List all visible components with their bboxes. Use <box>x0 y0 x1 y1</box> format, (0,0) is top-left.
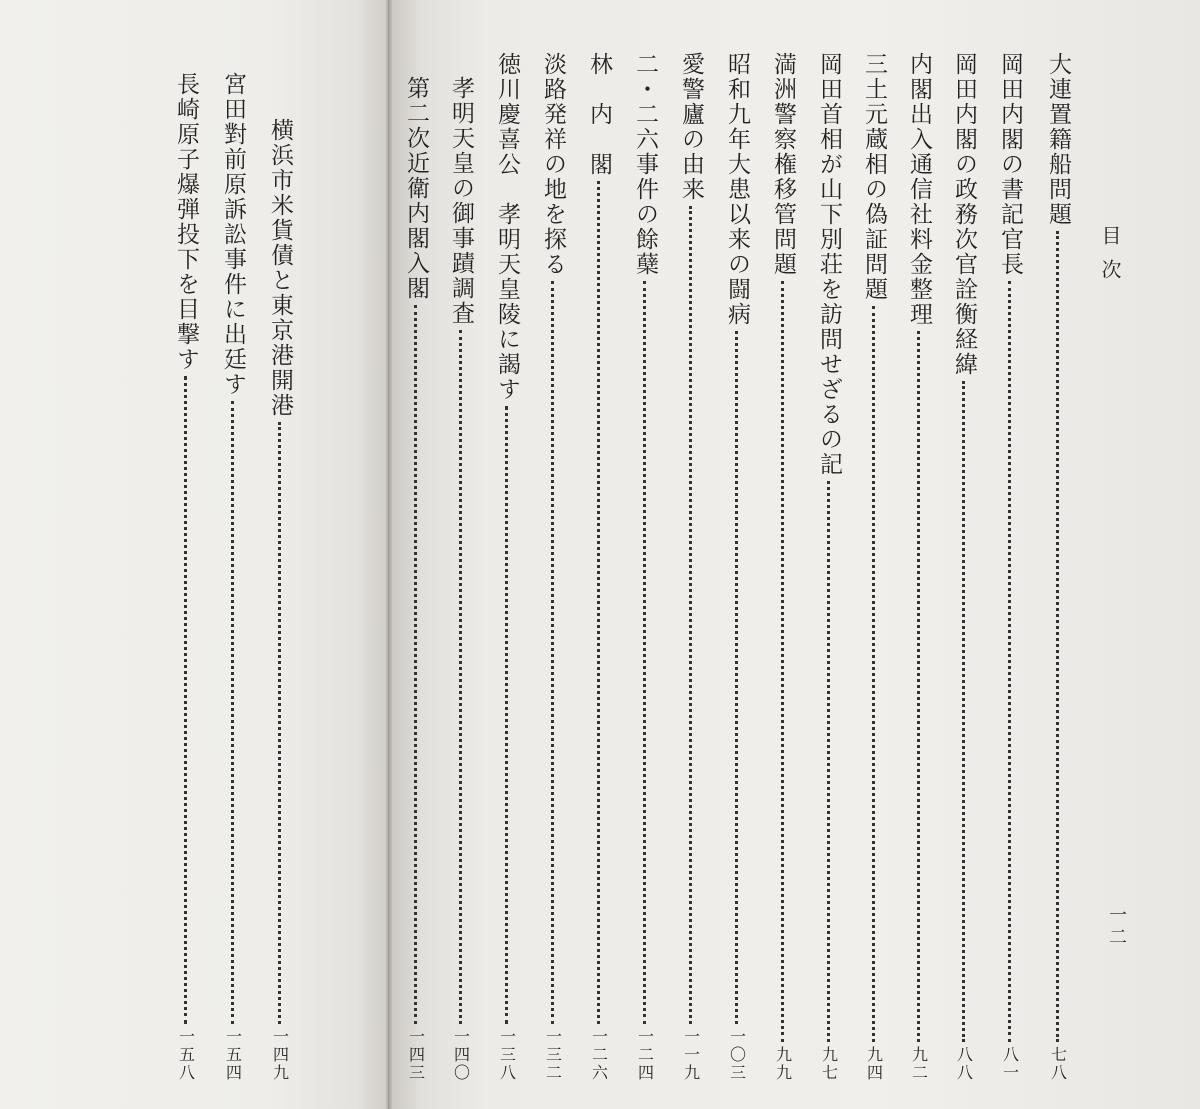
toc-entry <box>495 52 518 1082</box>
dot-leader <box>551 281 554 1024</box>
toc-entry <box>679 52 702 1082</box>
toc-entry-page: 一四九 <box>270 1028 290 1082</box>
toc-entry-title: 淡路発祥の地を探る <box>540 52 566 277</box>
toc-entry-title: 内閣出入通信社料金整理 <box>906 52 932 327</box>
toc-entry-title: 二・二六事件の餘蘖 <box>632 52 658 277</box>
toc-entry <box>633 52 656 1082</box>
dot-leader <box>827 481 830 1042</box>
toc-entry-page: 九九 <box>773 1046 793 1082</box>
toc-entry-page: 九七 <box>819 1046 839 1082</box>
toc-entry-title: 横浜市米貨債と東京港開港 <box>267 118 293 418</box>
toc-entry <box>817 52 840 1082</box>
toc-entry <box>862 52 885 1082</box>
toc-entry <box>952 52 975 1082</box>
toc-entry-page: 八一 <box>1000 1046 1020 1082</box>
dot-leader <box>505 406 508 1024</box>
toc-entry <box>587 52 610 1082</box>
toc-entry <box>998 52 1021 1082</box>
toc-entry-page: 一四〇 <box>451 1028 471 1082</box>
dot-leader <box>1008 281 1011 1042</box>
toc-entry <box>725 52 748 1082</box>
toc-entry-page: 一二六 <box>589 1028 609 1082</box>
dot-leader <box>459 330 462 1024</box>
toc-entry-title: 岡田内閣の書記官長 <box>997 52 1023 277</box>
toc-entry-title: 岡田首相が山下別荘を訪問せざるの記 <box>816 52 842 477</box>
toc-entry-title: 愛警廬の由来 <box>678 52 704 202</box>
toc-entry-page: 一五八 <box>176 1028 196 1082</box>
toc-entry-page: 九四 <box>864 1046 884 1082</box>
toc-entry-title: 林 内 閣 <box>586 52 612 177</box>
toc-entry-title: 三土元蔵相の偽証問題 <box>861 52 887 302</box>
dot-leader <box>597 181 600 1024</box>
toc-entry-title: 長崎原子爆弾投下を目撃す <box>173 72 199 372</box>
toc-entry-title: 第二次近衛内閣入閣 <box>403 76 429 301</box>
toc-entry-page: 一三二 <box>543 1028 563 1082</box>
toc-entry-title: 宮田對前原訴訟事件に出廷す <box>220 72 246 397</box>
toc-entry-page: 七八 <box>1048 1046 1068 1082</box>
toc-entry-title: 大連置籍船問題 <box>1045 52 1071 227</box>
dot-leader <box>1056 231 1059 1042</box>
toc-entry-page: 一五四 <box>223 1028 243 1082</box>
toc-entry <box>907 52 930 1082</box>
toc-entry <box>174 72 197 1082</box>
dot-leader <box>231 401 234 1024</box>
toc-entry-page: 九二 <box>909 1046 929 1082</box>
dot-leader <box>689 206 692 1024</box>
toc-entry <box>221 72 244 1082</box>
dot-leader <box>184 376 187 1024</box>
dot-leader <box>781 281 784 1042</box>
toc-entry-page: 一一九 <box>681 1028 701 1082</box>
toc-entry-page: 一三八 <box>497 1028 517 1082</box>
toc-entry-title: 孝明天皇の御事蹟調査 <box>448 76 474 326</box>
toc-entry <box>268 118 291 1082</box>
dot-leader <box>643 281 646 1024</box>
toc-entry-title: 昭和九年大患以来の闘病 <box>724 52 750 327</box>
dot-leader <box>962 381 965 1042</box>
toc-entry-page: 一〇三 <box>727 1028 747 1082</box>
toc-entry <box>404 76 427 1082</box>
toc-entry <box>771 52 794 1082</box>
toc-entry <box>541 52 564 1082</box>
page-number: 一二 <box>1106 905 1127 949</box>
toc-entry-title: 満洲警察権移管問題 <box>770 52 796 277</box>
toc-entry <box>1046 52 1069 1082</box>
toc-entry-page: 一二四 <box>635 1028 655 1082</box>
toc-entry <box>449 76 472 1082</box>
dot-leader <box>872 306 875 1042</box>
dot-leader <box>278 422 281 1024</box>
dot-leader <box>917 331 920 1042</box>
dot-leader <box>735 331 738 1024</box>
toc-entry-page: 一四三 <box>406 1028 426 1082</box>
toc-entry-title: 岡田内閣の政務次官詮衡経緯 <box>951 52 977 377</box>
toc-header-title: 目次 <box>1098 225 1122 293</box>
toc-entry-page: 八八 <box>954 1046 974 1082</box>
dot-leader <box>414 305 417 1024</box>
toc-entry-title: 徳川慶喜公 孝明天皇陵に謁す <box>494 52 520 402</box>
